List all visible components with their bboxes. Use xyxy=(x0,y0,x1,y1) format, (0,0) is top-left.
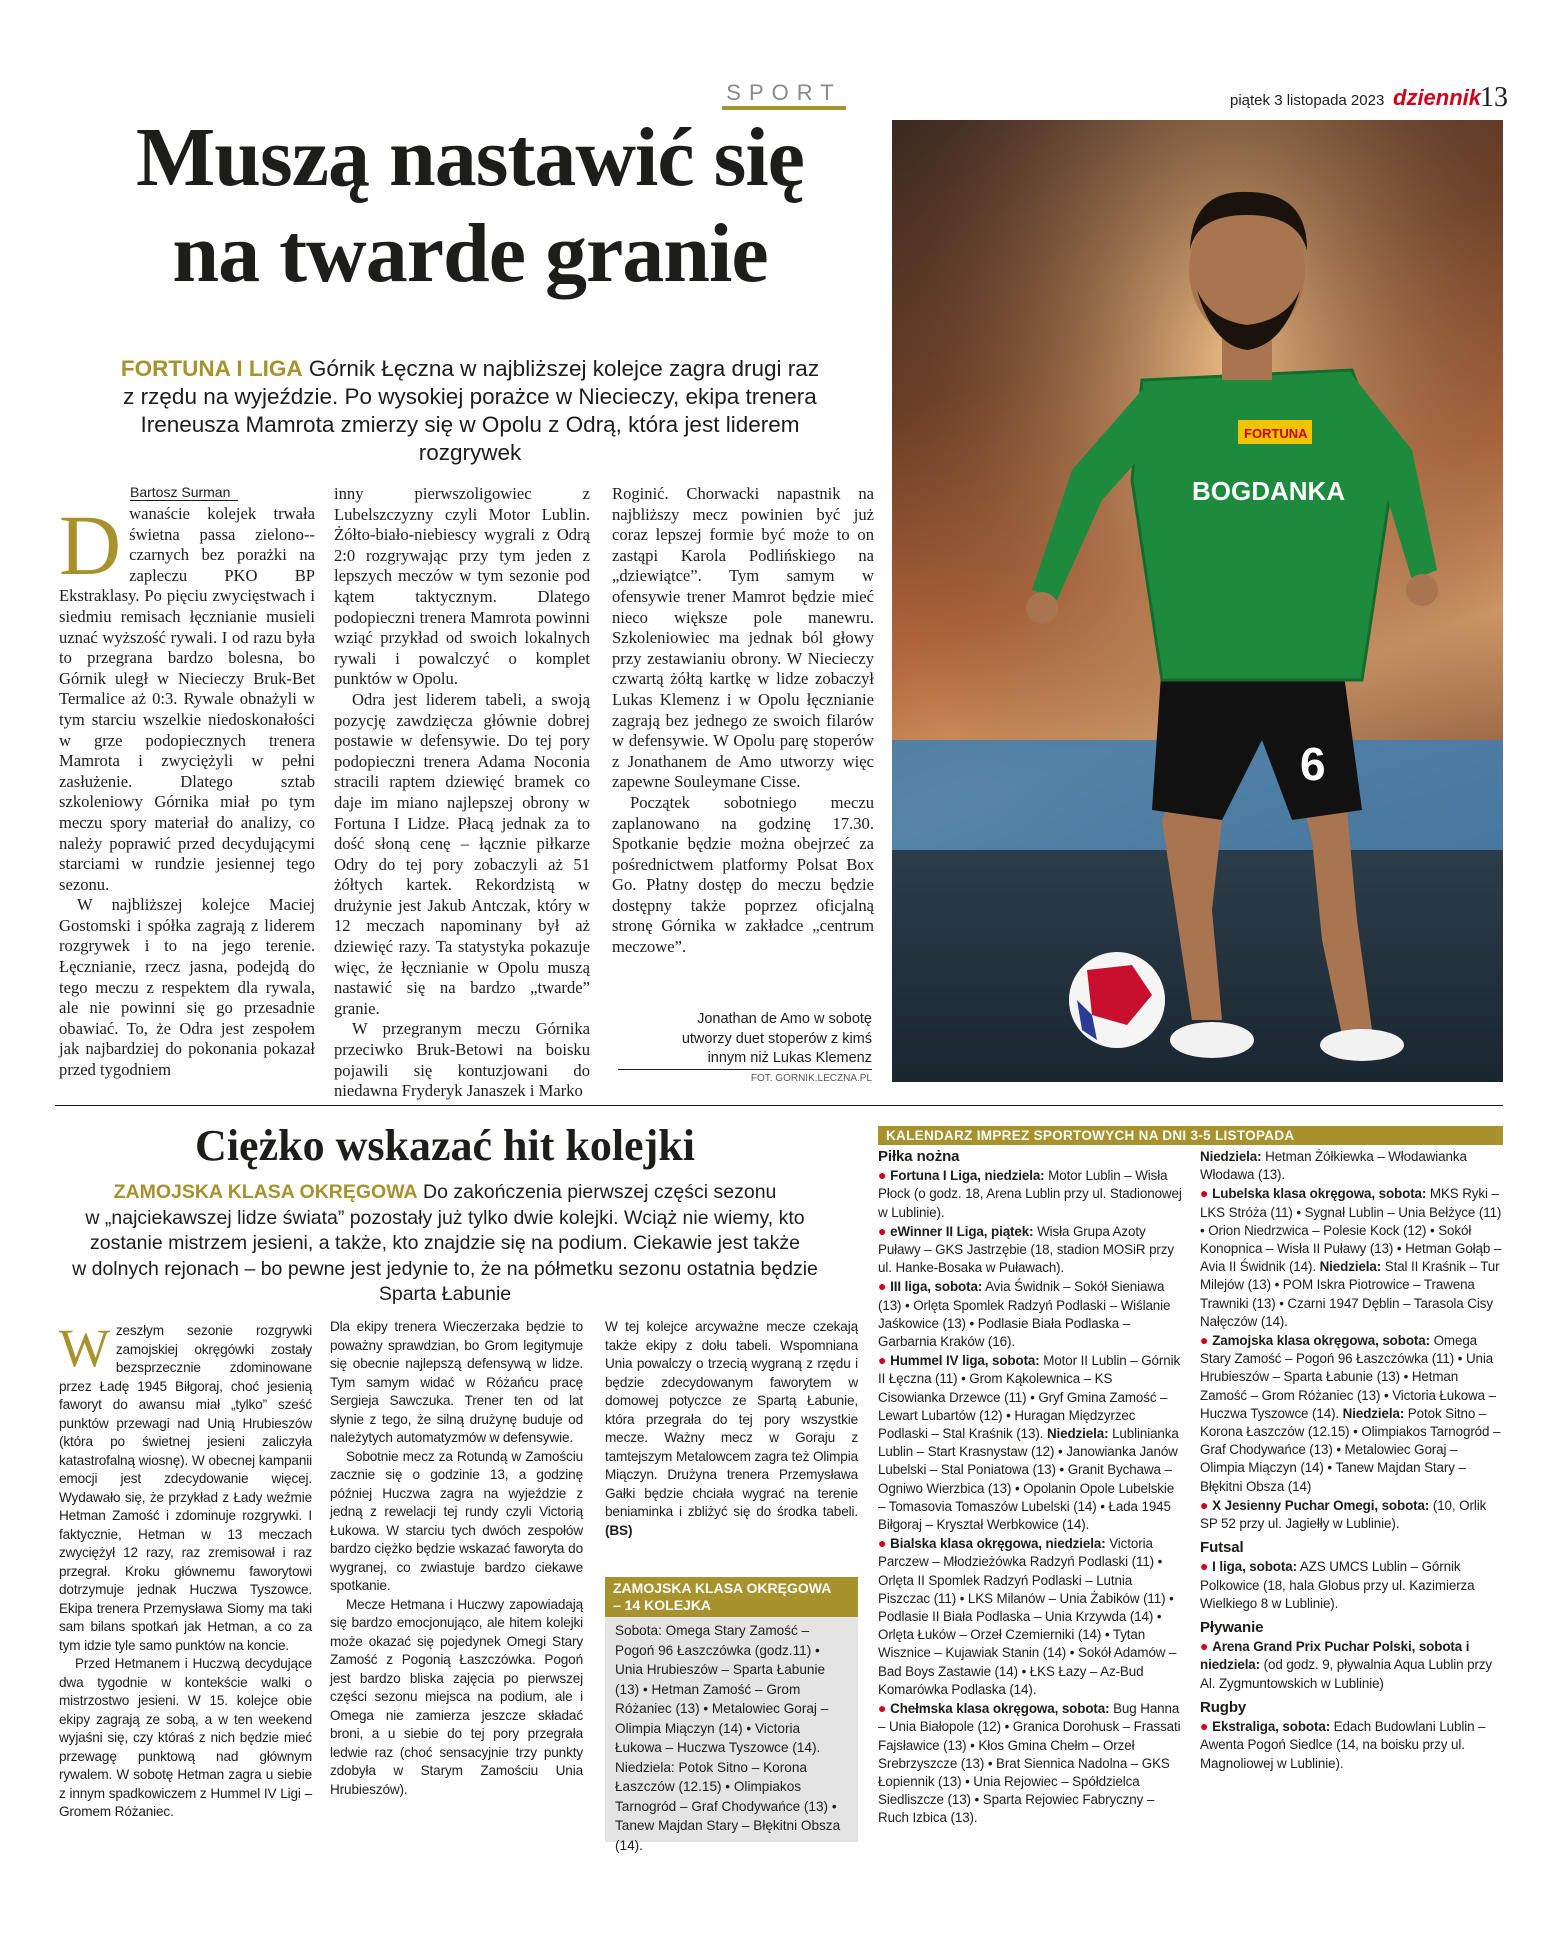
calendar-entry: ● Zamojska klasa okręgowa, sobota: Omega Stary Zamość – Pogoń 96 Łaszczówka (11) • Unia Hrubieszów – Sparta Łabunie (13) • Hetman Zamość – Grom Różaniec (13) • Victoria Łukowa – Huczwa Tyszowce (14). Niedziela: Potok Sitno – Korona Łaszczów (12.15) • Olimpiakos Tarnogród – Graf Chodywańce (13) • Metalowiec Goraj – Olimpia Miączyn (14) • Tanew Majdan Stary – Błękitni Obsza (14) xyxy=(1200,1332,1501,1494)
calendar-header: KALENDARZ IMPREZ SPORTOWYCH NA DNI 3-5 LISTOPADA xyxy=(878,1126,1503,1145)
brand-logo: dziennik xyxy=(1393,85,1482,110)
calendar-column-1 xyxy=(878,1148,1183,1828)
shirt-sponsor: BOGDANKA xyxy=(1192,476,1346,506)
calendar-sport: Piłka nożna xyxy=(878,1148,960,1165)
drop-cap-2: W xyxy=(59,1318,110,1378)
fixtures-box-title: ZAMOJSKA KLASA OKRĘGOWA – 14 KOLEJKA xyxy=(605,1577,858,1617)
article2-lead: ZAMOJSKA KLASA OKRĘGOWA Do zakończenia pierwszej części sezonu w „najciekawszej lidze świata” pozostały już tylko dwie kolejki. Wciąż nie wiemy, kto zostanie mistrzem jesieni, a także, kto znajdzie się na podium. Ciekawie jest także w dolnych rejonach – bo pewne jest jedynie to, że na półmetku sezonu ostatnia będzie Sparta Łabunie xyxy=(72,1181,818,1305)
author-byline: Bartosz Surman xyxy=(130,484,238,501)
headline-line-2: na twarde granie xyxy=(172,207,768,300)
calendar-entry: ● III liga, sobota: Avia Świdnik – Sokół Sieniawa (13) • Orlęta Spomlek Radzyń Podlaski – Wiślanie Jaśkowice (13) • Podlasie Biała Podlaska – Garbarnia Kraków (16). xyxy=(878,1278,1171,1350)
date-label: piątek 3 listopada 2023 xyxy=(1230,92,1385,109)
article1-column-3: Roginić. Chorwacki napastnik na najbliższy mecz powinien być już coraz lepszej formie być może to on zastąpi Karola Podlińskiego na „dziewiątce”. Tym samym w ofensywie trener Mamrot będzie mieć nieco większe pole manewru. Szkoleniowiec ma jednak ból głowy przy zestawianiu obrony. W Niecieczy czwartą żółtą kartkę w lidze zobaczył Lukas Klemenz i w Opolu łęcznianie zagrają bez jednego ze swoich filarów w defensywie. W Opolu parę stoperów z Jonathanem de Amo utworzy więc zapewne Souleymane Cisse. Początek sobotniego meczu zaplanowano na godzinę 17.30. Spotkanie będzie można obejrzeć za pośrednictwem platformy Polsat Box Go. Płatny dostęp do meczu będzie dostępny także poprzez oficjalną stronę Górnika w zakładce „centrum meczowe”. xyxy=(612,484,874,957)
section-label: SPORT xyxy=(726,80,842,105)
calendar-entry: Niedziela: Hetman Żółkiewka – Włodawianka Włodawa (13). xyxy=(1200,1149,1467,1183)
caption-rule xyxy=(618,1069,872,1070)
calendar-entry: ● Hummel IV liga, sobota: Motor II Lublin – Górnik II Łęczna (11) • Grom Kąkolewnica – KS Cisowianka Drzewce (11) • Gryf Gmina Zamość – Lewart Lubartów (12) • Huragan Międzyrzec Podlaski – Stal Kraśnik (13). Niedziela: Lublinianka Lublin – Start Krasnystaw (12) • Janowianka Janów Lubelski – Stal Poniatowa (13) • Granit Bychawa – Ogniwo Wierzbica (13) • Opolanin Opole Lubelskie – Tomasovia Tomaszów Lubelski (14) • Łada 1945 Biłgoraj – Kryształ Werbkowice (14). xyxy=(878,1352,1181,1533)
calendar-column-2 xyxy=(1200,1148,1503,1773)
article2-column-3: W tej kolejce arcyważne mecze czekają także ekipy z dołu tabeli. Wspomniana Unia powalczy o trzecią wygraną z rzędu i będzie zdecydowanym faworytem w domowej potyczce ze Spartą Łabunie, która przegrała do tej pory wszystkie mecze. Ważny mecz w Goraju z tamtejszym Metalowcem zagra też Olimpia Miączyn. Drużyna trenera Przemysława Gałki będzie chciała wygrać na terenie beniaminka i zbliżyć się do środka tabeli. (BS) xyxy=(605,1319,858,1538)
player-photo xyxy=(892,120,1503,1082)
article1-column-2: inny pierwszoligowiec z Lubelszczyzny czyli Motor Lublin. Żółto-biało-niebiescy wygrali z Odrą 2:0 rozgrywając przy tym jeden z lepszych meczów w tym sezonie pod kątem taktycznym. Dlatego podopieczni trenera Mamrota powinni wziąć przykład od swoich lokalnych rywali i powalczyć o komplet punktów w Opolu. Odra jest liderem tabeli, a swoją pozycję zawdzięcza głównie dobrej postawie w defensywie. Do tej pory podopieczni trenera Adama Noconia stracili raptem dziewięć bramek co daje im miano najlepszej obrony w Fortuna I Lidze. Płacą jednak za to dość słoną cenę – łącznie piłkarze Odry do tej pory zobaczyli aż 51 żółtych kartek. Rekordzistą w drużynie jest Jakub Antczak, który w 12 meczach napominany był aż dziewięć razy. Ta statystyka pokazuje więc, że łęcznianie w Opolu muszą nastawić się na bardzo „twarde” granie. W przegranym meczu Górnika przeciwko Bruk-Betowi na boisku pojawili się kontuzjowani do niedawna Fryderyk Janaszek i Marko xyxy=(334,484,590,1101)
article1-column-1: Dwanaście kolejek trwała świetna passa zielono--czarnych bez porażki na zapleczu PKO BP Ekstraklasy. Po pięciu zwycięstwach i siedmiu remisach łęcznianie musieli uznać wyższość rywali. I od razu była to przegrana bardzo bolesna, bo Górnik uległ w Niecieczy Bruk-Bet Termalice aż 0:3. Rywale obnażyli w tym starciu wszelkie niedoskonałości w grze podopiecznych trenera Mamrota i zwyciężyli w pełni zasłużenie. Dlatego sztab szkoleniowy Górnika miał po tym meczu spory materiał do analizy, co należy poprawić przed decydującymi starciami w rundzie jesiennej tego sezonu. W najbliższej kolejce Maciej Gostomski i spółka zagrają z liderem rozgrywek i to na jego terenie. Łęcznianie, rzecz jasna, podejdą do tego meczu z respektem dla rywala, ale nie powinni się go przesadnie obawiać. To, że Odra jest zespołem jak najbardziej do pokonania pokazał przed tygodniem xyxy=(59,497,315,1080)
article1-lead: FORTUNA I LIGA Górnik Łęczna w najbliższej kolejce zagra drugi raz z rzędu na wyjeździe. Po wysokiej porażce w Niecieczy, ekipa trenera Ireneusza Mamrota zmierzy się w Opolu z Odrą, która jest liderem rozgrywek xyxy=(120,356,820,465)
shirt-badge-text: FORTUNA xyxy=(1244,426,1308,441)
calendar-sport: Rugby xyxy=(1200,1698,1247,1716)
calendar-entry: ● Arena Grand Prix Puchar Polski, sobota i niedziela: (od godz. 9, pływalnia Aqua Lublin przy Al. Zygmuntowskich w Lublinie) xyxy=(1200,1638,1493,1691)
player-illustration xyxy=(892,120,1503,1082)
boot-right xyxy=(1320,1029,1404,1061)
article2-headline: Ciężko wskazać hit kolejki xyxy=(195,1121,695,1170)
calendar-entry: ● X Jesienny Puchar Omegi, sobota: (10, Orlik SP 52 przy ul. Jagiełły w Lublinie). xyxy=(1200,1496,1487,1532)
page-number: 13 xyxy=(1480,82,1508,113)
calendar-entry: ● Fortuna I Liga, niedziela: Motor Lublin – Wisła Płock (o godz. 18, Arena Lublin przy ul. Stadionowej w Lublinie). xyxy=(878,1167,1182,1220)
signature: (BS) xyxy=(605,1522,633,1538)
calendar-entry: ● I liga, sobota: AZS UMCS Lublin – Górnik Polkowice (18, hala Globus przy ul. Kazimierza Wielkiego 8 w Lublinie). xyxy=(1200,1558,1475,1611)
calendar-entry: ● Ekstraliga, sobota: Edach Budowlani Lublin – Awenta Pogoń Siedlce (14, na boisku przy ul. Magnoliowej w Lublinie). xyxy=(1200,1718,1486,1771)
article2-column-1: Wzeszłym sezonie rozgrywki zamojskiej okręgówki zostały bezsprzecznie zdominowane przez Ładę 1945 Biłgoraj, choć jesienią faworyt do awansu miał „tylko” sześć punktów przewagi nad Unią Hrubieszów (która po świetnej jesieni zaliczyła katastrofalną wiosnę). W obecnej kampanii emocji jest zdecydowanie więcej. Wydawało się, że przykład z Łady weźmie Hetman Zamość i zdominuje rozgrywki. I faktycznie, Hetman w 13 meczach zwyciężył 12 razy, raz zremisował i raz przegrał. Kroku głównemu faworytowi dotrzymuje jednak Huczwa Tyszowce. Ekipa trenera Przemysława Siomy ma taki sam bilans spotkań jak Hetman, a co za tym idzie tyle samo punktów na koncie. Przed Hetmanem i Huczwą decydujące dwa tygodnie w kontekście walki o mistrzostwo jesieni. W 15. kolejce obie ekipy zagrają ze sobą, a w ten weekend wyjaśni się, czy któraś z nich będzie mieć przewagę punktową nad głównym rywalem. W sobotę Hetman zagra u siebie z innym spadkowiczem z Hummel IV Ligi – Gromem Różaniec. xyxy=(59,1318,312,1819)
calendar-sport: Futsal xyxy=(1200,1539,1244,1557)
page-header xyxy=(0,0,1558,120)
drop-cap: D xyxy=(59,497,122,593)
fixtures-box xyxy=(605,1577,858,1853)
boot-left xyxy=(1170,1022,1254,1058)
fixtures-box-text: Sobota: Omega Stary Zamość – Pogoń 96 Łaszczówka (godz.11) • Unia Hrubieszów – Sparta Łabunie (13) • Hetman Zamość – Grom Różaniec (13) • Metalowiec Goraj – Olimpia Miączyn (14) • Victoria Łukowa – Huczwa Tyszowce (14). Niedziela: Potok Sitno – Korona Łaszczów (12.15) • Olimpiakos Tarnogród – Graf Chodywańce (13) • Tanew Majdan Stary – Błękitni Obsza (14). xyxy=(615,1623,841,1853)
lead-kicker: FORTUNA I LIGA xyxy=(120,356,303,381)
lead2-kicker: ZAMOJSKA KLASA OKRĘGOWA xyxy=(113,1181,418,1203)
calendar-entry: ● Chełmska klasa okręgowa, sobota: Bug Hanna – Unia Białopole (12) • Granica Dorohusk – Frassati Fajsławice (13) • Kłos Gmina Chełm – Orzeł Srebrzyszcze (13) • Brat Siennica Nadolna – GKS Łopiennik (13) • Unia Rejowiec – Spółdzielca Siedliszcze (13) • Sparta Rejowiec Fabryczny – Ruch Izbica (13). xyxy=(878,1700,1181,1826)
calendar-entry: ● Bialska klasa okręgowa, niedziela: Victoria Parczew – Młodzieżówka Radzyń Podlaski (11) • Orlęta II Spomlek Radzyń Podlaski – Lutnia Piszczac (11) • LKS Milanów – Unia Żabików (11) • Podlasie II Biała Podlaska – Unia Krzywda (14) • Orlęta Łuków – Orzeł Czemierniki (14) • Tytan Wisznice – Kujawiak Stanin (14) • Sokół Adamów – Bad Boys Zastawie (14) • ŁKS Łazy – Az-Bud Komarówka Podlaska (14). xyxy=(878,1535,1177,1697)
photo-caption: Jonathan de Amo w sobotę utworzy duet stoperów z kimś innym niż Lukas Klemenz xyxy=(681,1011,872,1066)
photo-credit: FOT. GORNIK.LECZNA.PL xyxy=(750,1073,872,1084)
calendar-entry: ● Lubelska klasa okręgowa, sobota: MKS Ryki – LKS Stróża (11) • Sygnał Lublin – Unia Bełżyce (11) • Orion Niedrzwica – Polesie Kock (12) • Sokół Konopnica – Wisła II Puławy (13) • Hetman Gołąb – Avia II Świdnik (14). Niedziela: Stal II Kraśnik – Tur Milejów (13) • POM Iskra Piotrowice – Trawena Trawniki (13) • Czarni 1947 Dęblin – Tarasola Cisy Nałęczów (14). xyxy=(1200,1185,1502,1329)
article1-headline xyxy=(55,110,885,302)
headline-line-1: Muszą nastawić się xyxy=(136,111,804,204)
shirt-number: 6 xyxy=(1300,738,1326,790)
horizontal-divider xyxy=(55,1105,1503,1106)
calendar-sport: Pływanie xyxy=(1200,1619,1264,1637)
article2-column-2: Dla ekipy trenera Wieczerzaka będzie to poważny sprawdzian, bo Grom legitymuje się obecnie najlepszą defensywą w lidze. Tym samym widać w Różańcu pracę Sergieja Sawczuka. Trener ten od lat słynie z tego, że silną drużynę buduje od należytych automatyzmów w defensywie. Sobotnie mecz za Rotundą w Zamościu zacznie się o godzinie 13, a godzinę później Huczwa zagra na wyjeździe z jedną z rewelacji tej rundy czyli Victorią Łukowa. W starciu tych dwóch zespołów bardzo ciężko będzie wskazać faworyta do wygranej, co zwiastuje bardzo ciekawe spotkanie. Mecze Hetmana i Huczwy zapowiadają się bardzo emocjonująco, ale hitem kolejki może okazać się pojedynek Omegi Stary Zamość z Pogonią Łaszczówka. Pogoń jest bardzo bliska zajęcia po pierwszej części sezonu miejsca na podium, ale i Omega nie zamierza jeszcze składać broni, a u siebie do tej pory przegrała ledwie raz (choć sensacyjnie trzy punkty zdobyła w Starym Zamościu Unia Hrubieszów). xyxy=(330,1319,583,1797)
calendar-entry: ● eWinner II Liga, piątek: Wisła Grupa Azoty Puławy – GKS Jastrzębie (18, stadion MOSiR przy ul. Hanke-Bosaka w Puławach). xyxy=(878,1222,1174,1276)
